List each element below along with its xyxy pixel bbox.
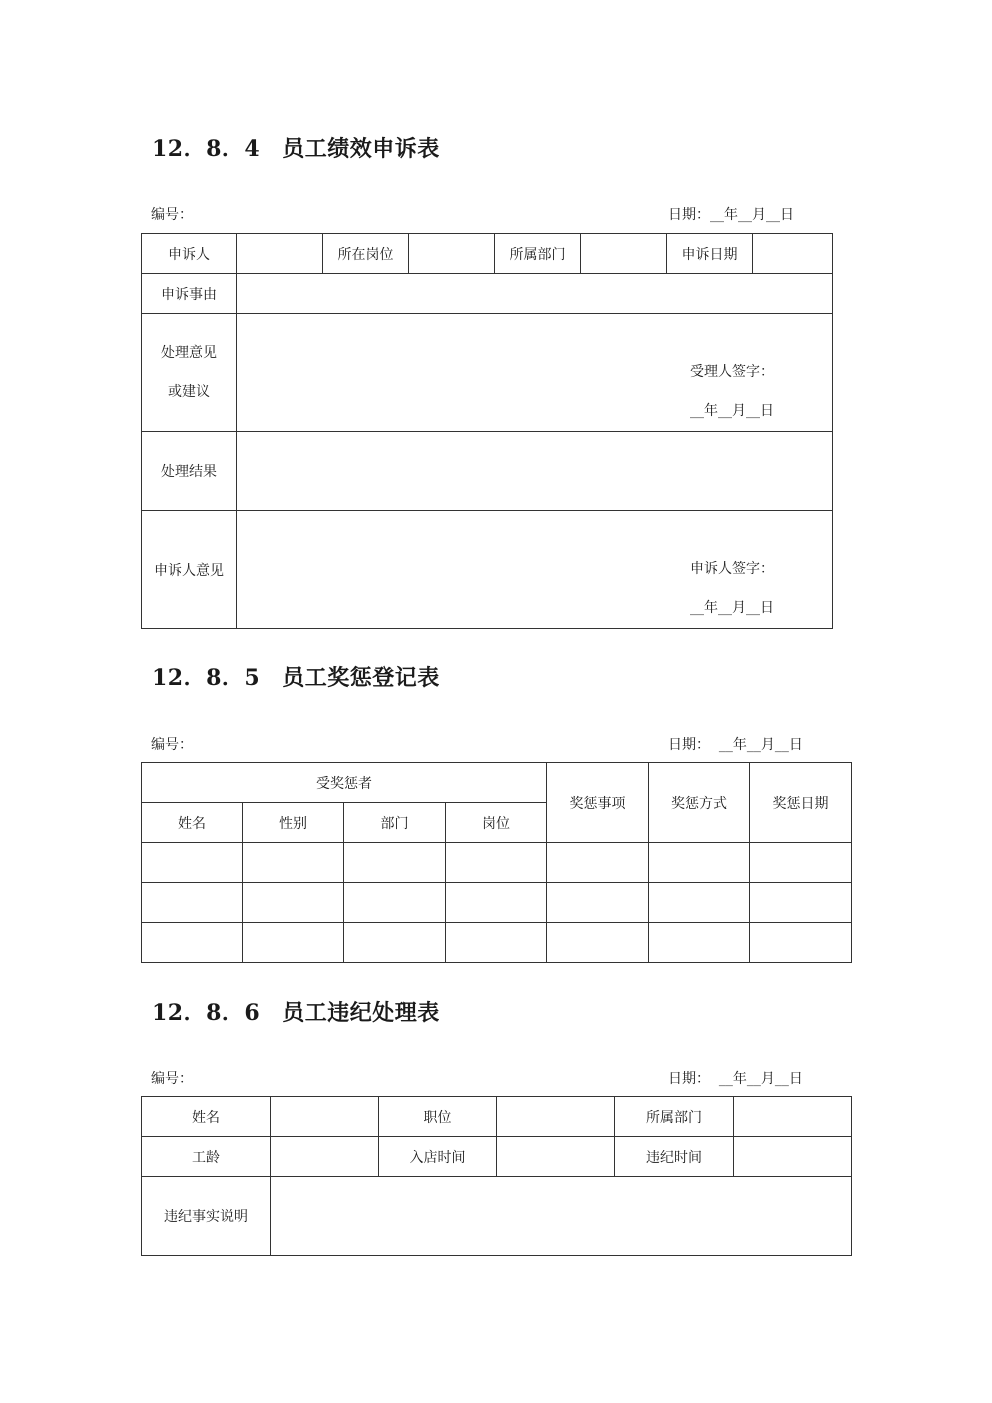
header-matter: 奖惩事项 (547, 763, 649, 843)
table-cell[interactable] (750, 923, 852, 963)
header-date: 奖惩日期 (750, 763, 852, 843)
section-title: 员工违纪处理表 (282, 1000, 440, 1026)
date-label: 日期： __年__月__日 (668, 1071, 803, 1087)
section-heading-disciplinary (152, 996, 440, 1027)
label-handling-result: 处理结果 (142, 432, 237, 511)
label-handling-opinion-line1: 处理意见 (161, 344, 217, 361)
serial-label: 编号： (151, 1071, 193, 1087)
table-cell[interactable] (750, 843, 852, 883)
table-row (142, 923, 852, 963)
header-gender: 性别 (243, 803, 344, 843)
table-cell[interactable] (446, 843, 547, 883)
date-label: 日期： __年__月__日 (668, 737, 803, 753)
label-handling-opinion (142, 314, 237, 432)
date-label: 日期：__年__月__日 (668, 207, 794, 223)
section-number: 12．8．6 (152, 1000, 261, 1026)
table-cell[interactable] (344, 883, 446, 923)
header-recipient-group: 受奖惩者 (142, 763, 547, 803)
table-cell[interactable] (649, 883, 750, 923)
section-title: 员工奖惩登记表 (282, 665, 440, 691)
header-department: 部门 (344, 803, 446, 843)
label-position: 所在岗位 (323, 234, 409, 274)
input-appeal-date[interactable] (753, 234, 833, 274)
label-appellant-opinion: 申诉人意见 (142, 511, 237, 629)
serial-label: 编号： (151, 207, 193, 223)
handler-signature-date: __年__月__日 (690, 403, 774, 419)
reward-punishment-table (141, 762, 852, 963)
input-name[interactable] (271, 1097, 379, 1137)
table-cell[interactable] (243, 923, 344, 963)
label-department: 所属部门 (615, 1097, 734, 1137)
table-cell[interactable] (446, 923, 547, 963)
input-join-date[interactable] (497, 1137, 615, 1177)
table-cell[interactable] (344, 843, 446, 883)
table-cell[interactable] (547, 923, 649, 963)
input-violation-date[interactable] (734, 1137, 852, 1177)
performance-appeal-table (141, 233, 833, 629)
table-row (142, 883, 852, 923)
header-name: 姓名 (142, 803, 243, 843)
label-appeal-reason: 申诉事由 (142, 274, 237, 314)
appellant-signature-date: __年__月__日 (690, 600, 774, 616)
label-violation-date: 违纪时间 (615, 1137, 734, 1177)
table-cell[interactable] (649, 843, 750, 883)
input-job-title[interactable] (497, 1097, 615, 1137)
signature-block-appellant (690, 550, 774, 628)
section-heading-performance-appeal (152, 132, 440, 163)
label-department: 所属部门 (495, 234, 581, 274)
label-handling-opinion-line2: 或建议 (168, 383, 210, 400)
table-row (142, 843, 852, 883)
label-job-title: 职位 (379, 1097, 497, 1137)
input-handling-result[interactable] (237, 432, 833, 511)
input-violation-facts[interactable] (271, 1177, 852, 1256)
label-seniority: 工龄 (142, 1137, 271, 1177)
header-position: 岗位 (446, 803, 547, 843)
table-cell[interactable] (243, 883, 344, 923)
table-cell[interactable] (547, 843, 649, 883)
table-cell[interactable] (446, 883, 547, 923)
input-appellant[interactable] (237, 234, 323, 274)
label-violation-facts: 违纪事实说明 (142, 1177, 271, 1256)
input-position[interactable] (409, 234, 495, 274)
label-appellant: 申诉人 (142, 234, 237, 274)
table-cell[interactable] (142, 923, 243, 963)
input-appellant-opinion[interactable] (237, 511, 833, 629)
handler-signature-label: 受理人签字： (690, 364, 774, 380)
section-title: 员工绩效申诉表 (282, 136, 440, 162)
header-method: 奖惩方式 (649, 763, 750, 843)
appellant-signature-label: 申诉人签字： (690, 561, 774, 577)
input-seniority[interactable] (271, 1137, 379, 1177)
label-join-date: 入店时间 (379, 1137, 497, 1177)
serial-label: 编号： (151, 737, 193, 753)
signature-block-handler (690, 353, 774, 431)
input-handling-opinion[interactable] (237, 314, 833, 432)
table-cell[interactable] (243, 843, 344, 883)
section-heading-reward-punishment (152, 661, 440, 692)
table-cell[interactable] (649, 923, 750, 963)
label-appeal-date: 申诉日期 (667, 234, 753, 274)
table-cell[interactable] (547, 883, 649, 923)
section-number: 12．8．5 (152, 665, 261, 691)
input-department[interactable] (581, 234, 667, 274)
table-cell[interactable] (142, 883, 243, 923)
table-cell[interactable] (142, 843, 243, 883)
label-name: 姓名 (142, 1097, 271, 1137)
table-cell[interactable] (750, 883, 852, 923)
disciplinary-table (141, 1096, 852, 1256)
table-cell[interactable] (344, 923, 446, 963)
input-appeal-reason[interactable] (237, 274, 833, 314)
section-number: 12．8．4 (152, 136, 261, 162)
input-department[interactable] (734, 1097, 852, 1137)
